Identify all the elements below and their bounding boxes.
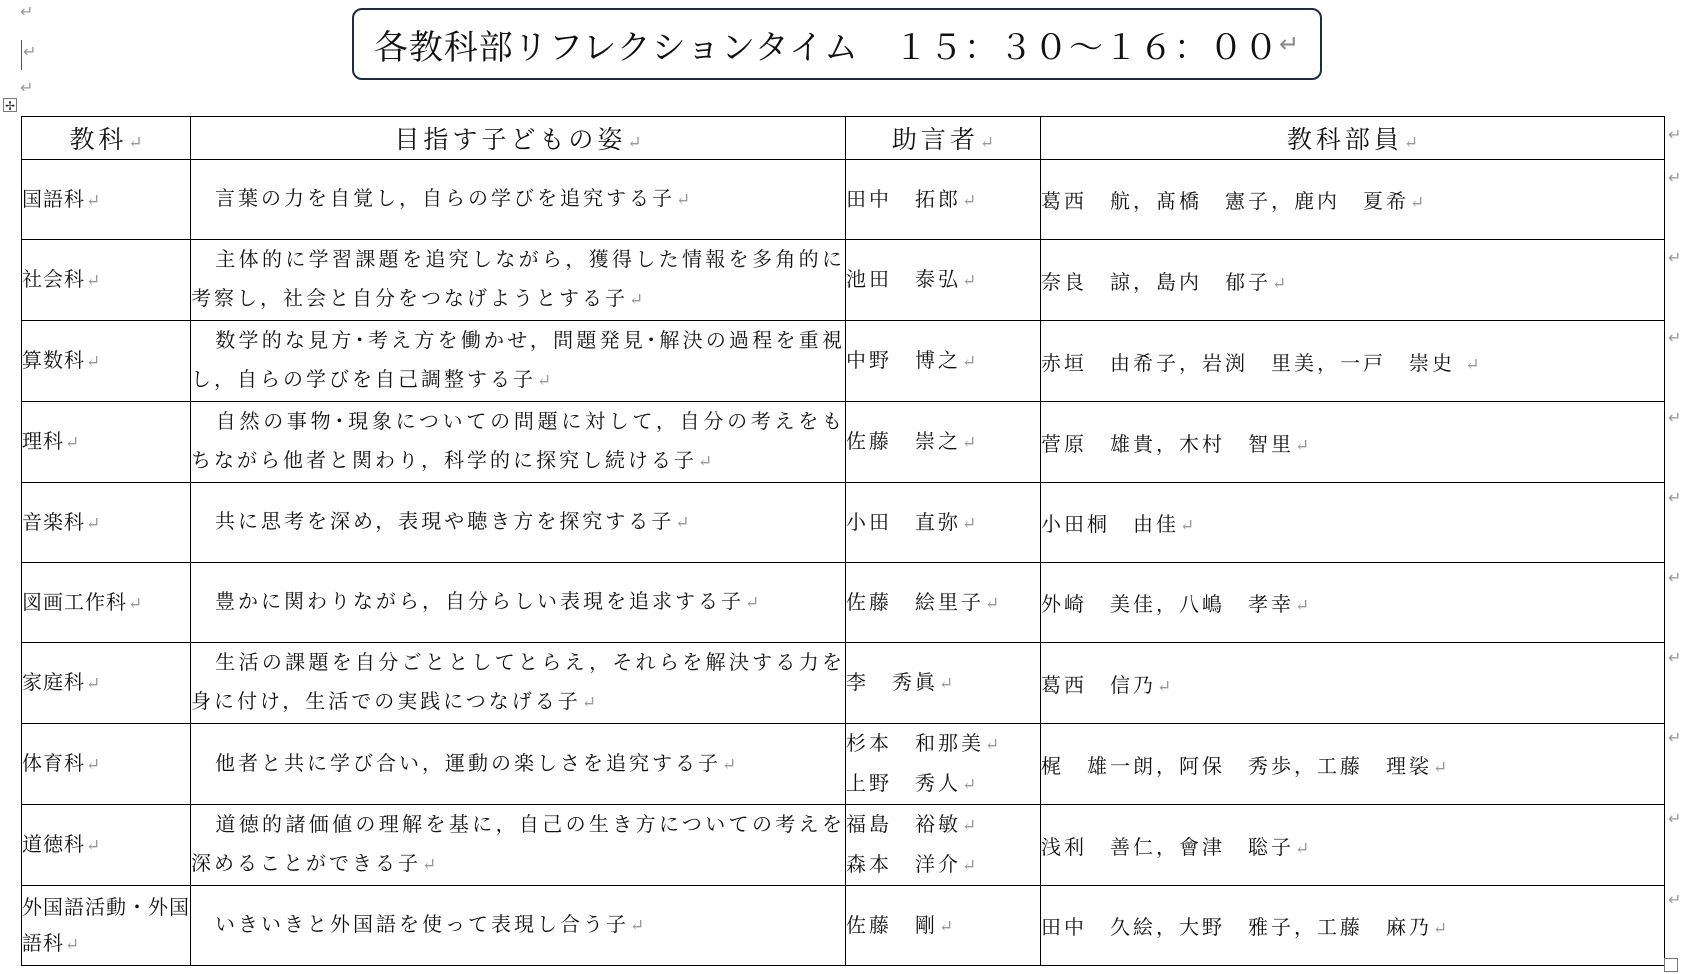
table-move-handle-icon[interactable]: ✢: [4, 99, 16, 113]
paragraph-mark: ↵: [86, 836, 101, 856]
paragraph-mark: ↵: [581, 693, 597, 713]
cell-members: 小田桐 由佳↵: [1041, 483, 1665, 563]
row-end-mark: ↵: [1668, 647, 1682, 667]
paragraph-mark: ↵: [629, 290, 644, 310]
cell-subject: 算数科↵: [22, 321, 191, 402]
table-row: [22, 321, 1665, 402]
row-end-mark: ↵: [1668, 327, 1682, 347]
title-box: [352, 8, 1322, 80]
paragraph-mark: ↵: [86, 190, 101, 211]
table-row: [22, 240, 1665, 321]
cell-members: 葛西 航，髙橋 憲子，鹿内 夏希↵: [1041, 160, 1665, 240]
cell-advisor: [846, 483, 1041, 563]
cell-advisor: [846, 402, 1041, 483]
paragraph-mark: ↵: [675, 513, 690, 533]
advisor-name: 田中 拓郎: [846, 186, 961, 211]
cell-advisor: [846, 563, 1041, 643]
cell-goal: 道徳的諸価値の理解を基に，自己の生き方についての考えを深めることができる子↵: [191, 805, 846, 886]
header-members: 教科部員↵: [1041, 117, 1665, 160]
advisor-name: 佐藤 絵里子: [846, 589, 984, 614]
paragraph-mark: ↵: [86, 271, 101, 291]
row-end-mark: ↵: [1668, 407, 1682, 427]
paragraph-mark: ↵: [65, 934, 80, 955]
advisor-name: 佐藤 崇之: [846, 429, 961, 453]
row-end-mark: ↵: [1668, 167, 1682, 187]
table-resize-handle[interactable]: [1664, 958, 1678, 972]
paragraph-mark: ↵: [65, 433, 80, 453]
paragraph-mark: ↵: [745, 593, 760, 613]
cell-subject: 理科↵: [22, 402, 191, 483]
cell-goal: 主体的に学習課題を追究しながら，獲得した情報を多角的に考察し，社会と自分をつなげようとする子↵: [191, 240, 846, 321]
paragraph-mark: ↵: [1465, 354, 1480, 375]
cell-subject: 音楽科↵: [22, 483, 191, 563]
paragraph-mark: ↵: [939, 674, 954, 694]
cell-subject: 家庭科↵: [22, 643, 191, 724]
cell-goal: 共に思考を深め，表現や聴き方を探究する子↵: [191, 483, 846, 563]
cell-subject: 外国語活動・外国語科↵: [22, 886, 191, 966]
cell-goal: 自然の事物･現象についての問題に対して，自分の考えをもちながら他者と関わり，科学的に探究し続ける子↵: [191, 402, 846, 483]
cell-members: 田中 久絵，大野 雅子，工藤 麻乃↵: [1041, 886, 1665, 966]
table-row: [22, 886, 1665, 966]
cell-members: 葛西 信乃↵: [1041, 643, 1665, 724]
cell-goal: 言葉の力を自覚し，自らの学びを追究する子↵: [191, 160, 846, 240]
paragraph-mark: ↵: [962, 433, 977, 453]
advisor-name: 福島 裕敏: [846, 812, 961, 836]
cell-advisor: [846, 643, 1041, 724]
cell-members: 外崎 美佳，八嶋 孝幸↵: [1041, 563, 1665, 643]
table-row: [22, 483, 1665, 563]
paragraph-mark: ↵: [962, 190, 977, 211]
paragraph-mark: ↵: [962, 271, 977, 291]
page-title: 各教科部リフレクションタイム １５：３０～１６：００: [373, 27, 1280, 68]
cell-members: 奈良 諒，島内 郁子↵: [1041, 240, 1665, 321]
paragraph-mark: ↵: [23, 42, 37, 61]
paragraph-mark: ↵: [1157, 676, 1172, 697]
paragraph-mark: ↵: [962, 352, 977, 372]
row-end-mark: ↵: [1668, 889, 1682, 909]
paragraph-mark: ↵: [86, 674, 101, 694]
cell-members: 梶 雄一朗，阿保 秀歩，工藤 理裟↵: [1041, 724, 1665, 805]
cell-subject: 体育科↵: [22, 724, 191, 805]
paragraph-mark: ↵: [1279, 30, 1301, 58]
header-goal: 目指す子どもの姿↵: [191, 117, 846, 160]
paragraph-mark: ↵: [1180, 516, 1195, 536]
paragraph-mark: ↵: [962, 856, 977, 876]
advisor-name: 森本 洋介: [846, 852, 961, 876]
row-end-mark: ↵: [1668, 247, 1682, 267]
paragraph-mark: ↵: [422, 855, 437, 875]
paragraph-mark: ↵: [537, 371, 552, 391]
table-row: [22, 643, 1665, 724]
table-row: [22, 805, 1665, 886]
paragraph-mark: ↵: [676, 190, 691, 210]
advisor-name: 上野 秀人: [846, 771, 961, 795]
paragraph-mark: ↵: [128, 593, 143, 614]
paragraph-mark: ↵: [86, 352, 101, 372]
cell-members: 菅原 雄貴，木村 智里↵: [1041, 402, 1665, 483]
cell-goal: 数学的な見方･考え方を働かせ，問題発見･解決の過程を重視し，自らの学びを自己調整する子↵: [191, 321, 846, 402]
row-end-mark: ↵: [1668, 487, 1682, 507]
paragraph-mark: ↵: [962, 775, 977, 795]
cell-members: 赤垣 由希子，岩渕 里美，一戸 崇史 ↵: [1041, 321, 1665, 402]
advisor-name: 池田 泰弘: [846, 267, 961, 291]
cell-subject: 図画工作科↵: [22, 563, 191, 643]
cell-advisor: [846, 160, 1041, 240]
row-end-mark: ↵: [1668, 727, 1682, 747]
advisor-name: 中野 博之: [846, 348, 961, 372]
cell-advisor: [846, 321, 1041, 402]
row-end-mark: ↵: [1668, 567, 1682, 587]
cell-goal: 豊かに関わりながら，自分らしい表現を追求する子↵: [191, 563, 846, 643]
cell-goal: 他者と共に学び合い，運動の楽しさを追究する子↵: [191, 724, 846, 805]
cell-goal: いきいきと外国語を使って表現し合う子↵: [191, 886, 846, 966]
paragraph-mark: ↵: [20, 78, 34, 97]
text-cursor: [21, 40, 22, 70]
paragraph-mark: ↵: [1433, 757, 1448, 778]
advisor-name: 杉本 和那美: [846, 731, 984, 755]
row-end-mark: ↵: [1668, 808, 1682, 828]
table-row: [22, 160, 1665, 240]
paragraph-mark: ↵: [722, 754, 737, 775]
row-end-mark: ↵: [1668, 124, 1682, 144]
cell-advisor: [846, 805, 1041, 886]
paragraph-mark: ↵: [698, 452, 713, 472]
paragraph-mark: ↵: [1295, 596, 1310, 616]
header-advisor: 助言者↵: [846, 117, 1041, 160]
paragraph-mark: ↵: [1295, 435, 1310, 456]
paragraph-mark: ↵: [962, 513, 977, 534]
cell-subject: 社会科↵: [22, 240, 191, 321]
paragraph-mark: ↵: [1410, 193, 1425, 213]
paragraph-mark: ↵: [86, 755, 101, 775]
paragraph-mark: ↵: [1433, 919, 1448, 939]
table-row: [22, 724, 1665, 805]
table-row: [22, 563, 1665, 643]
advisor-name: 李 秀眞: [846, 670, 938, 694]
cell-goal: 生活の課題を自分ごととしてとらえ，それらを解決する力を身に付け，生活での実践につなげる子↵: [191, 643, 846, 724]
cell-advisor: [846, 240, 1041, 321]
paragraph-mark: ↵: [1272, 273, 1287, 294]
cell-advisor: [846, 886, 1041, 966]
cell-subject: 国語科↵: [22, 160, 191, 240]
table-row: [22, 402, 1665, 483]
paragraph-mark: ↵: [1295, 838, 1310, 859]
cell-subject: 道徳科↵: [22, 805, 191, 886]
advisor-name: 小田 直弥: [846, 509, 961, 534]
cell-advisor: [846, 724, 1041, 805]
paragraph-mark: ↵: [962, 816, 977, 836]
paragraph-mark: ↵: [985, 593, 1000, 614]
paragraph-mark: ↵: [985, 735, 1000, 755]
subject-table: [21, 116, 1665, 966]
paragraph-mark: ↵: [939, 916, 954, 937]
paragraph-mark: ↵: [630, 916, 645, 936]
paragraph-mark: ↵: [86, 513, 101, 534]
paragraph-mark: ↵: [20, 2, 34, 21]
advisor-name: 佐藤 剛: [846, 912, 938, 937]
cell-members: 浅利 善仁，會津 聡子↵: [1041, 805, 1665, 886]
header-subject: 教科↵: [22, 117, 191, 160]
table-header-row: [22, 117, 1665, 160]
